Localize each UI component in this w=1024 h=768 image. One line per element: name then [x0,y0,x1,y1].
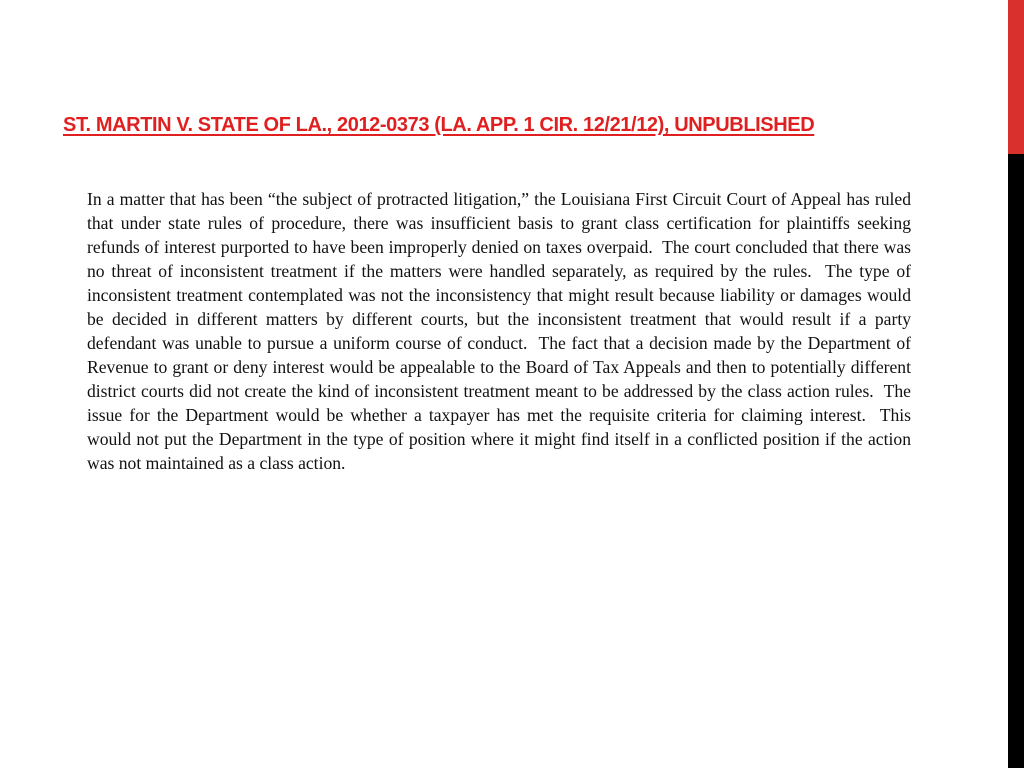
accent-bar-red [1008,0,1024,154]
accent-bar-black [1008,154,1024,768]
slide-title: ST. MARTIN V. STATE OF LA., 2012-0373 (LA. APP. 1 CIR. 12/21/12), UNPUBLISHED [63,114,815,136]
slide-body-text: In a matter that has been “the subject of protracted litigation,” the Louisiana First Circuit Court of Appeal has ruled that under state rules of procedure, there was insufficient basis to grant class certification for plaintiffs seeking refunds of interest purported to have been improperly denied on taxes overpaid. The court concluded that there was no threat of inconsistent treatment if the matters were handled separately, as required by the rules. The type of inconsistent treatment contemplated was not the inconsistency that might result because liability or damages would be decided in different matters by different courts, but the inconsistent treatment that would result if a party defendant was unable to pursue a uniform course of conduct. The fact that a decision made by the Department of Revenue to grant or deny interest would be appealable to the Board of Tax Appeals and then to potentially different district courts did not create the kind of inconsistent treatment meant to be addressed by the class action rules. The issue for the Department would be whether a taxpayer has met the requisite criteria for claiming interest. This would not put the Department in the type of position where it might find itself in a conflicted position if the action was not maintained as a class action. [87,189,911,473]
